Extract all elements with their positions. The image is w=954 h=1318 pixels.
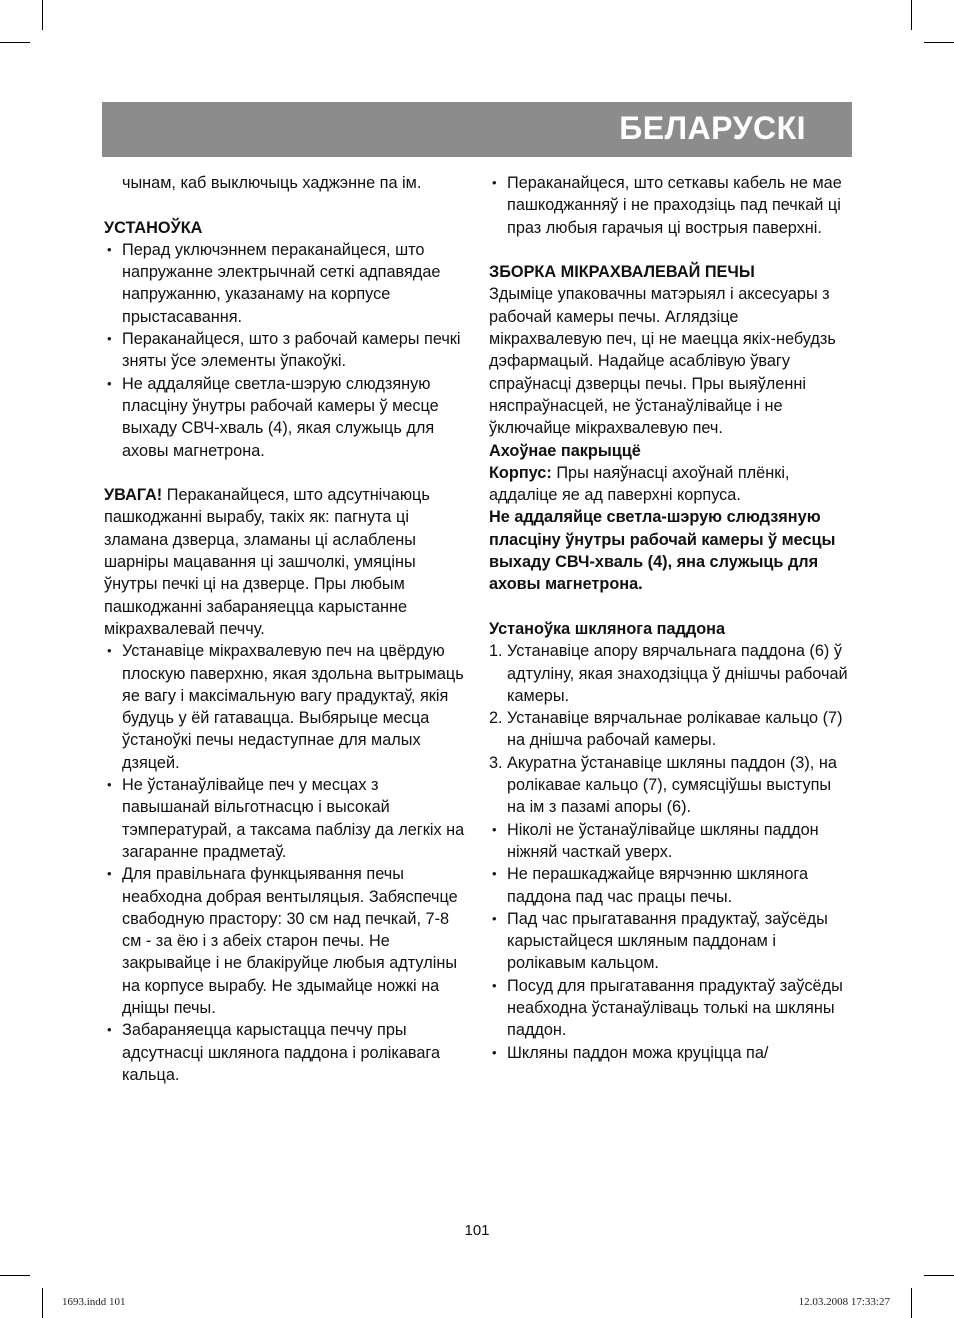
warning-label: УВАГА! [104, 486, 163, 505]
step-text: Устанавіце вярчальнае ролікавае кальцо (7) на днішча рабочай камеры. [507, 709, 843, 750]
numbered-step [489, 752, 851, 819]
crop-mark [911, 1288, 912, 1318]
assembly-heading: ЗБОРКА МІКРАХВАЛЕВАЙ ПЕЧЫ [489, 263, 755, 282]
list-item: • Перад уключэннем пераканайцеся, што напружанне электрычнай сеткі адпавядае напружанню, указанаму на корпусе прыстасавання. [104, 239, 466, 328]
page-number: 101 [464, 1222, 490, 1239]
warning-text: Пераканайцеся, што адсутнічаюць пашкоджанні вырабу, такіх як: пагнута ці зламана дзверца, зламаны ці аслаблены шарніры мацавання ці зашчолкі, умяціны ўнутры печкі ці на дзверце. Пры любым пашкоджанні забараняецца карыстанне мікрахвалевай печчу. [104, 486, 430, 638]
bold-warning: Не аддаляйце светла-шэрую слюдзяную пласціну ўнутры рабочай камеры ў месцы выхаду СВЧ-хваль (4), яна служыць для аховы магнетрона. [489, 508, 836, 594]
step-text: Акуратна ўстанавіце шкляны паддон (3), на ролікавае кальцо (7), сумясціўшы выступы на ім з пазамі апоры (6). [507, 753, 837, 817]
crop-mark [0, 42, 30, 43]
footer-datetime: 12.03.2008 17:33:27 [798, 1296, 890, 1308]
cover-heading: Ахоўнае пакрыццё [489, 441, 641, 460]
crop-mark [42, 1288, 43, 1318]
list-item: • Не аддаляйце светла-шэрую слюдзяную пласціну ўнутры рабочай камеры ў месце выхаду СВЧ-хваль (4), якая служыць для аховы магнетрона. [104, 373, 466, 462]
list-item: • Не ўстанаўлівайце печ у месцах з павышанай вільготнасцю і высокай тэмпературай, а таксама паблізу да легкіх на загаранне прадметаў. [104, 774, 466, 863]
assembly-text: Здыміце упаковачны матэрыял і аксесуары з рабочай камеры печы. Аглядзіце мікрахвалевую печ, ці не маецца якіх-небудзь дэфармацый. Надайце асаблівую ўвагу спраўнасці дзверцы печы. Пры выяўленні няспраўнасцей, не ўстанаўлівайце і не ўключайце мікрахвалевую печ. [489, 285, 836, 438]
warning-paragraph [104, 484, 466, 640]
list-item: • Не перашкаджайце вярчэнню шклянога паддона пад час працы печы. [489, 863, 851, 908]
list-item: • Пад час прыгатавання прадуктаў, заўсёды карыстайцеся шкляным паддонам і ролікавым кальцом. [489, 908, 851, 975]
numbered-step [489, 707, 851, 752]
footer-file-info: 1693.indd 101 [62, 1296, 126, 1308]
crop-mark [0, 1275, 30, 1276]
language-title: БЕЛАРУСКІ [619, 110, 806, 146]
right-column [489, 172, 851, 1064]
list-item: • Устанавіце мікрахвалевую печ на цвёрдую плоскую паверхню, якая здольна вытрымаць яе вагу і максімальную вагу прадуктаў, якія будуць у ёй гатавацца. Выбярыце месца ўстаноўкі печы недаступнае для малых дзяцей. [104, 640, 466, 774]
body-paragraph [489, 462, 851, 507]
list-item: • Посуд для прыгатавання прадуктаў заўсёды неабходна ўстанаўліваць толькі на шкляны паддон. [489, 975, 851, 1042]
tray-heading: Устаноўка шклянога паддона [489, 619, 726, 638]
language-header-bar [102, 102, 852, 157]
list-item: • Ніколі не ўстанаўлівайце шкляны паддон ніжняй часткай уверх. [489, 819, 851, 864]
list-item: • Пераканайцеся, што сеткавы кабель не мае пашкоджанняў і не праходзіць пад печкай ці праз любыя гарачыя ці вострыя паверхні. [489, 172, 851, 239]
step-number: 3. [489, 753, 503, 772]
crop-mark [924, 42, 954, 43]
list-item: • Шкляны паддон можа круціцца па/ [489, 1042, 851, 1064]
left-column [104, 172, 466, 1086]
crop-mark [42, 0, 43, 30]
step-text: Устанавіце апору вярчальнага паддона (6) ў адтуліну, якая знаходзіцца ў днішчы рабочай камеры. [507, 642, 848, 705]
numbered-step [489, 640, 851, 707]
step-number: 2. [489, 709, 503, 728]
step-number: 1. [489, 642, 503, 661]
crop-mark [911, 0, 912, 30]
continuation-text: чынам, каб выключыць хаджэнне па ім. [122, 174, 422, 192]
install-heading: УСТАНОЎКА [104, 218, 203, 237]
list-item: • Для правільнага функцыявання печы неабходна добрая вентыляцыя. Забяспечце свабодную прастору: 30 см над печкай, 7-8 см - за ёю і з абеіх старон печы. Не закрывайце і не блакіруйце любыя адтуліны на корпусе вырабу. Не здымайце ножкі на дніщы печы. [104, 863, 466, 1019]
list-item: • Пераканайцеся, што з рабочай камеры печкі зняты ўсе элементы ўпакоўкі. [104, 328, 466, 373]
body-text: Пры наяўнасці ахоўнай плёнкі, аддаліце яе ад паверхні корпуса. [489, 463, 790, 505]
body-label: Корпус: [489, 463, 552, 482]
list-item: • Забараняецца карыстацца печчу пры адсутнасці шклянога паддона і ролікавага кальца. [104, 1019, 466, 1086]
crop-mark [924, 1275, 954, 1276]
